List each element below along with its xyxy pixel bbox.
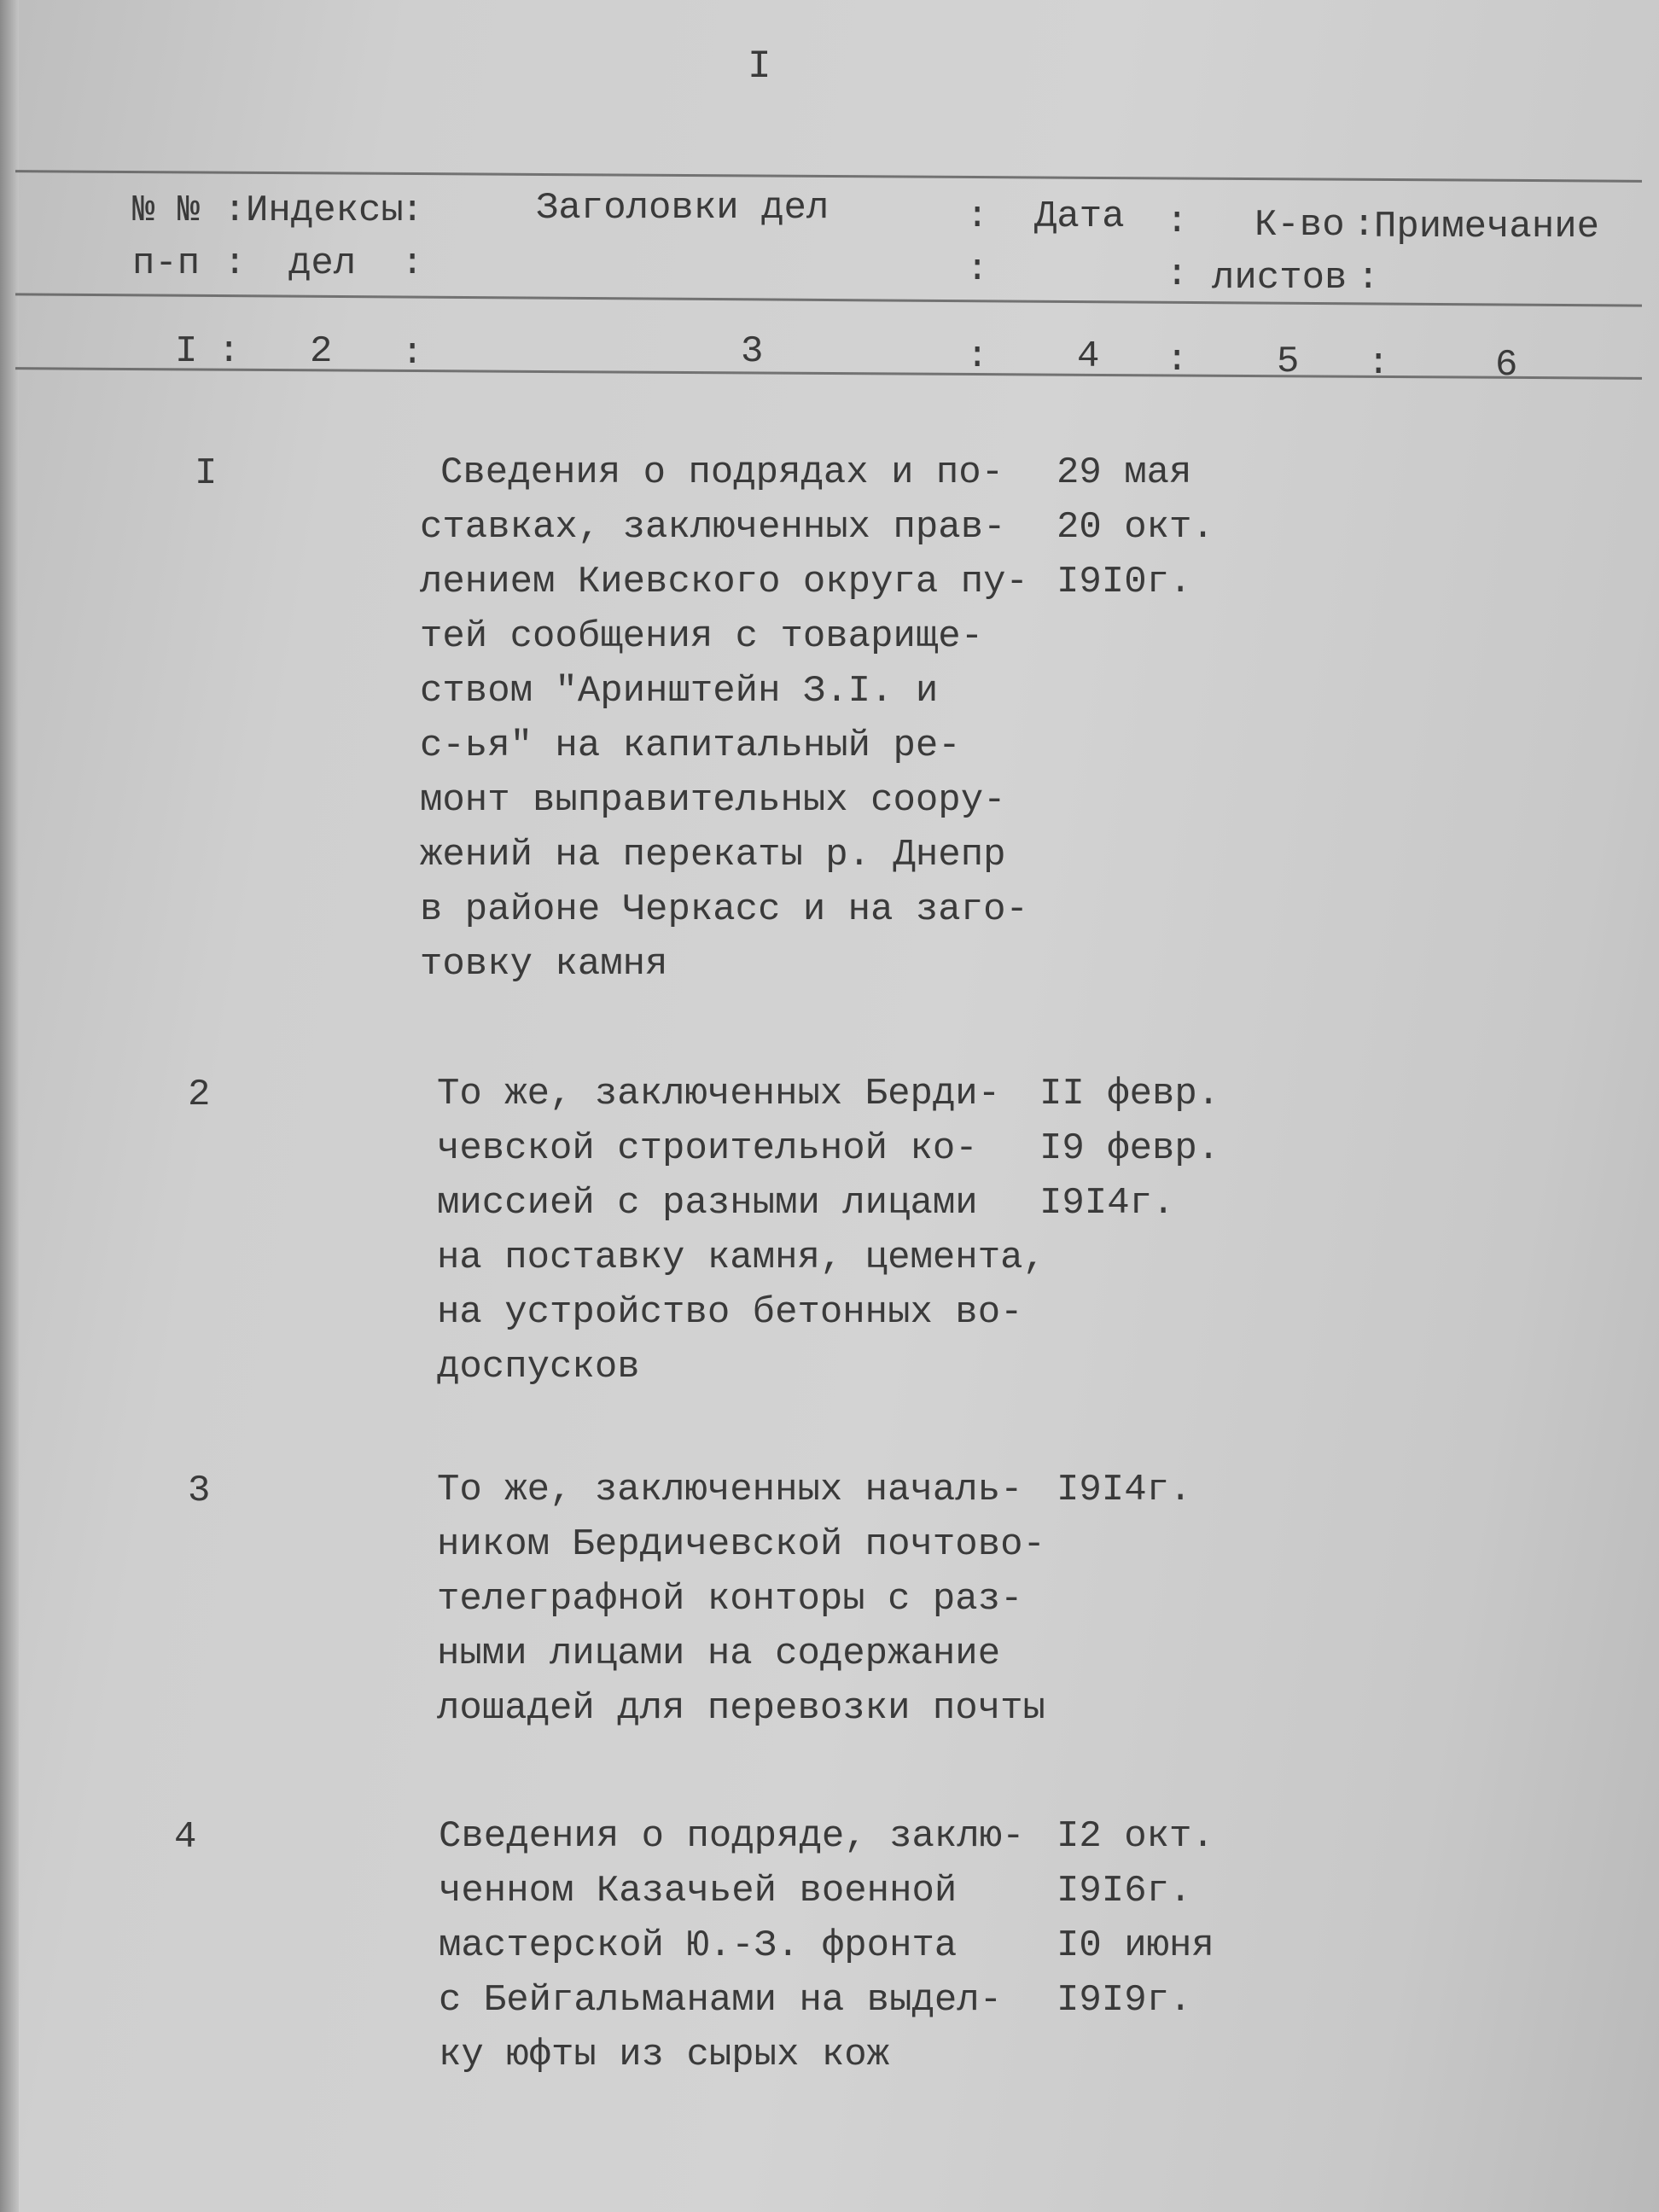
entry-title-line: жений на перекаты р. Днепр [420, 834, 1006, 876]
entry-title-line: тей сообщения с товарище- [420, 615, 984, 658]
header-sep: : [1357, 257, 1380, 300]
entry-title-line: на поставку камня, цемента, [437, 1237, 1045, 1279]
entry-date-line: I9I4г. [1057, 1469, 1192, 1511]
entry-date-line: I9I0г. [1057, 561, 1192, 603]
entry-title-line: Сведения о подрядах и по- [440, 451, 1004, 494]
header-bottom-rule [15, 367, 1642, 380]
header-col5-line2: листов [1212, 257, 1348, 300]
entry-number: 3 [188, 1470, 211, 1512]
header-col4: Дата [1034, 195, 1125, 238]
column-number-6: 6 [1495, 344, 1518, 387]
entry-title [420, 445, 1028, 992]
entry-date-line: I0 июня [1057, 1924, 1214, 1967]
header-sep: : [1353, 204, 1376, 247]
header-col2-line1: Индексы [246, 189, 404, 232]
column-number-4: 4 [1077, 335, 1100, 378]
header-sep: : [224, 242, 247, 285]
entry-title-line: доспусков [437, 1346, 640, 1388]
header-sep: : [966, 335, 989, 378]
header-sep: : [966, 248, 989, 291]
column-number-5: 5 [1277, 341, 1300, 383]
header-sep: : [966, 195, 989, 238]
header-sep: : [1166, 339, 1189, 381]
entry-title-line: ными лицами на содержание [437, 1633, 1001, 1675]
entry-date-line: 20 окт. [1057, 506, 1214, 549]
header-col5-line1: К-во [1254, 204, 1345, 247]
entry-dates [1039, 1067, 1220, 1231]
entry-date-line: I2 окт. [1057, 1815, 1214, 1858]
entry-number: 2 [188, 1074, 211, 1116]
entry-dates [1057, 1809, 1214, 2028]
header-col1-line1: № № [132, 189, 201, 232]
entry-title-line: на устройство бетонных во- [437, 1291, 1023, 1334]
entry-title-line: То же, заключенных началь- [437, 1469, 1023, 1511]
entry-title-line: ставках, заключенных прав- [420, 506, 1006, 549]
entry-title-line: Сведения о подряде, заклю- [439, 1815, 1025, 1858]
entry-number: I [195, 452, 218, 495]
page-number: I [748, 44, 771, 89]
header-sep: : [1166, 253, 1189, 296]
entry-date-line: I9I9г. [1057, 1979, 1192, 2022]
entry-date-line: I9 февр. [1039, 1127, 1220, 1170]
entry-title-line: ку юфты из сырых кож [439, 2034, 890, 2076]
header-sep: : [401, 332, 424, 375]
entry-title-line: То же, заключенных Берди- [437, 1073, 1001, 1115]
entry-title-line: мастерской Ю.-З. фронта [439, 1924, 958, 1967]
header-sep: : [224, 189, 247, 232]
header-col3: Заголовки дел [536, 187, 830, 230]
header-sep: : [218, 330, 241, 373]
entry-title-line: товку камня [420, 943, 668, 986]
entry-date-line: I9I4г. [1039, 1182, 1175, 1225]
entry-title [439, 1809, 1025, 2082]
entry-title-line: чевской строительной ко- [437, 1127, 978, 1170]
entry-title [437, 1067, 1045, 1394]
header-sep: : [1367, 342, 1390, 385]
entry-title-line: лошадей для перевозки почты [437, 1687, 1045, 1730]
header-sep: : [401, 189, 424, 232]
entry-title-line: с Бейгальманами на выдел- [439, 1979, 1003, 2022]
entry-title-line: миссией с разными лицами [437, 1182, 978, 1225]
entry-date-line: II февр. [1039, 1073, 1220, 1115]
entry-title-line: телеграфной конторы с раз- [437, 1578, 1023, 1621]
header-sep: : [1166, 201, 1189, 243]
entry-title-line: ством "Аринштейн З.I. и [420, 670, 939, 713]
entry-dates [1057, 445, 1214, 609]
column-number-3: 3 [741, 330, 764, 373]
header-col1-line2: п-п [132, 242, 201, 285]
entry-dates [1057, 1463, 1191, 1517]
entry-title-line: в районе Черкасс и на заго- [420, 888, 1028, 931]
header-col2-line2: дел [288, 242, 357, 285]
entry-title-line: монт выправительных соору- [420, 779, 1006, 822]
header-col6: Примечание [1374, 206, 1600, 248]
entry-title-line: лением Киевского округа пу- [420, 561, 1028, 603]
column-number-1: I [175, 330, 198, 373]
entry-number: 4 [174, 1816, 197, 1859]
entry-title-line: с-ья" на капитальный ре- [420, 725, 961, 767]
entry-title [437, 1463, 1045, 1736]
entry-date-line: 29 мая [1057, 451, 1192, 494]
header-middle-rule [15, 293, 1642, 306]
entry-title-line: ником Бердичевской почтово- [437, 1523, 1045, 1566]
entry-date-line: I9I6г. [1057, 1870, 1192, 1912]
entry-title-line: ченном Казачьей военной [439, 1870, 958, 1912]
header-sep: : [401, 242, 424, 285]
page-edge-shadow [0, 0, 19, 2212]
column-number-2: 2 [310, 330, 333, 373]
